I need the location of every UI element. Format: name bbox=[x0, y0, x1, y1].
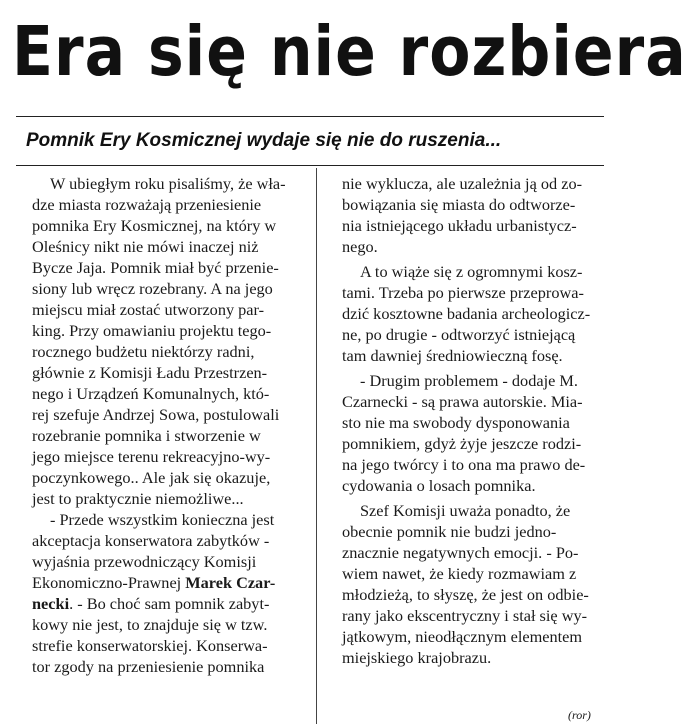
subhead-bottom-rule bbox=[16, 165, 604, 166]
person-name: necki bbox=[32, 594, 70, 613]
paragraph-line: jego miejsce terenu rekreacyjno-wy- bbox=[32, 447, 271, 466]
paragraph-line: nego. bbox=[342, 237, 378, 256]
paragraph-line: znacznie negatywnych emocji. - Po- bbox=[342, 543, 579, 562]
paragraph-line: Bycze Jaja. Pomnik miał być przenie- bbox=[32, 258, 279, 277]
paragraph-line: Czarnecki - są prawa autorskie. Mia- bbox=[342, 392, 583, 411]
paragraph-line: - Drugim problemem - dodaje M. bbox=[360, 371, 578, 390]
paragraph-line: siony lub wręcz rozebrany. A na jego bbox=[32, 279, 273, 298]
paragraph-line: W ubiegłym roku pisaliśmy, że wła- bbox=[50, 174, 286, 193]
paragraph-line: na jego twórcy i to ona ma prawo de- bbox=[342, 455, 586, 474]
paragraph-line: jątkowym, nieodłącznym elementem bbox=[342, 627, 583, 646]
paragraph-line: pomnikiem, gdyż żyje jeszcze rodzi- bbox=[342, 434, 582, 453]
paragraph-line bbox=[32, 593, 296, 614]
paragraph-line: sto nie ma swobody dysponowania bbox=[342, 413, 570, 432]
paragraph-line: Oleśnicy nikt nie mówi inaczej niż bbox=[32, 237, 259, 256]
article-column-left bbox=[32, 173, 296, 677]
paragraph-line: rej szefuje Andrzej Sowa, postulowali bbox=[32, 405, 280, 424]
paragraph-line: obecnie pomnik nie budzi jedno- bbox=[342, 522, 557, 541]
paragraph-line: dze miasta rozważają przeniesienie bbox=[32, 195, 262, 214]
author-signature: (ror) bbox=[568, 708, 591, 722]
article-column-right bbox=[342, 173, 604, 668]
paragraph-line: głównie z Komisji Ładu Przestrzen- bbox=[32, 363, 268, 382]
paragraph-line: cydowania o losach pomnika. bbox=[342, 476, 536, 495]
paragraph-line: wyjaśnia przewodniczący Komisji bbox=[32, 552, 257, 571]
paragraph-line: ne, po drugie - odtworzyć istniejącą bbox=[342, 325, 576, 344]
paragraph-line: miejskiego krajobrazu. bbox=[342, 648, 492, 667]
paragraph-line: miejscu miał zostać utworzony par- bbox=[32, 300, 265, 319]
paragraph-line: - Przede wszystkim konieczna jest bbox=[50, 510, 275, 529]
paragraph-line: rocznego budżetu niektórzy radni, bbox=[32, 342, 255, 361]
paragraph-line: bowiązania się miasta do odtworze- bbox=[342, 195, 576, 214]
paragraph-line: młodzieżą, to słyszę, że jest on odbie- bbox=[342, 585, 589, 604]
paragraph-line: tor zgody na przeniesienie pomnika bbox=[32, 657, 265, 676]
paragraph-line: nego i Urządzeń Komunalnych, któ- bbox=[32, 384, 270, 403]
paragraph-line: strefie konserwatorskiej. Konserwa- bbox=[32, 636, 268, 655]
paragraph-line: king. Przy omawianiu projektu tego- bbox=[32, 321, 272, 340]
paragraph-line: dzić kosztowne badania archeologicz- bbox=[342, 304, 591, 323]
subhead-top-rule bbox=[16, 116, 604, 117]
subheading: Pomnik Ery Kosmicznej wydaje się nie do ruszenia... bbox=[26, 130, 502, 151]
paragraph-line: jest to praktycznie niemożliwe... bbox=[32, 489, 244, 508]
headline: Era się nie rozbiera bbox=[12, 11, 687, 93]
paragraph-line: rozebranie pomnika i stworzenie w bbox=[32, 426, 261, 445]
paragraph-line: poczynkowego.. Ale jak się okazuje, bbox=[32, 468, 271, 487]
paragraph-line: tam dawniej średniowieczną fosę. bbox=[342, 346, 563, 365]
paragraph-line: A to wiąże się z ogromnymi kosz- bbox=[360, 262, 583, 281]
paragraph-line: Szef Komisji uważa ponadto, że bbox=[360, 501, 571, 520]
paragraph-text: . - Bo choć sam pomnik zabyt- bbox=[69, 594, 270, 613]
column-divider bbox=[316, 168, 317, 724]
paragraph-line: pomnika Ery Kosmicznej, na który w bbox=[32, 216, 277, 235]
paragraph-line: rany jako ekscentryczny i stał się wy- bbox=[342, 606, 588, 625]
paragraph-line: wiem nawet, że kiedy rozmawiam z bbox=[342, 564, 577, 583]
paragraph-line: nie wyklucza, ale uzależnia ją od zo- bbox=[342, 174, 583, 193]
paragraph-line: nia istniejącego układu urbanistycz- bbox=[342, 216, 577, 235]
person-name: Marek Czar- bbox=[185, 573, 276, 592]
paragraph-line: akceptacja konserwatora zabytków - bbox=[32, 531, 270, 550]
paragraph-line: tami. Trzeba po pierwsze przeprowa- bbox=[342, 283, 584, 302]
paragraph-line: kowy nie jest, to znajduje się w tzw. bbox=[32, 615, 268, 634]
paragraph-text: Ekonomiczno-Prawnej bbox=[32, 573, 186, 592]
paragraph-line bbox=[32, 572, 296, 593]
